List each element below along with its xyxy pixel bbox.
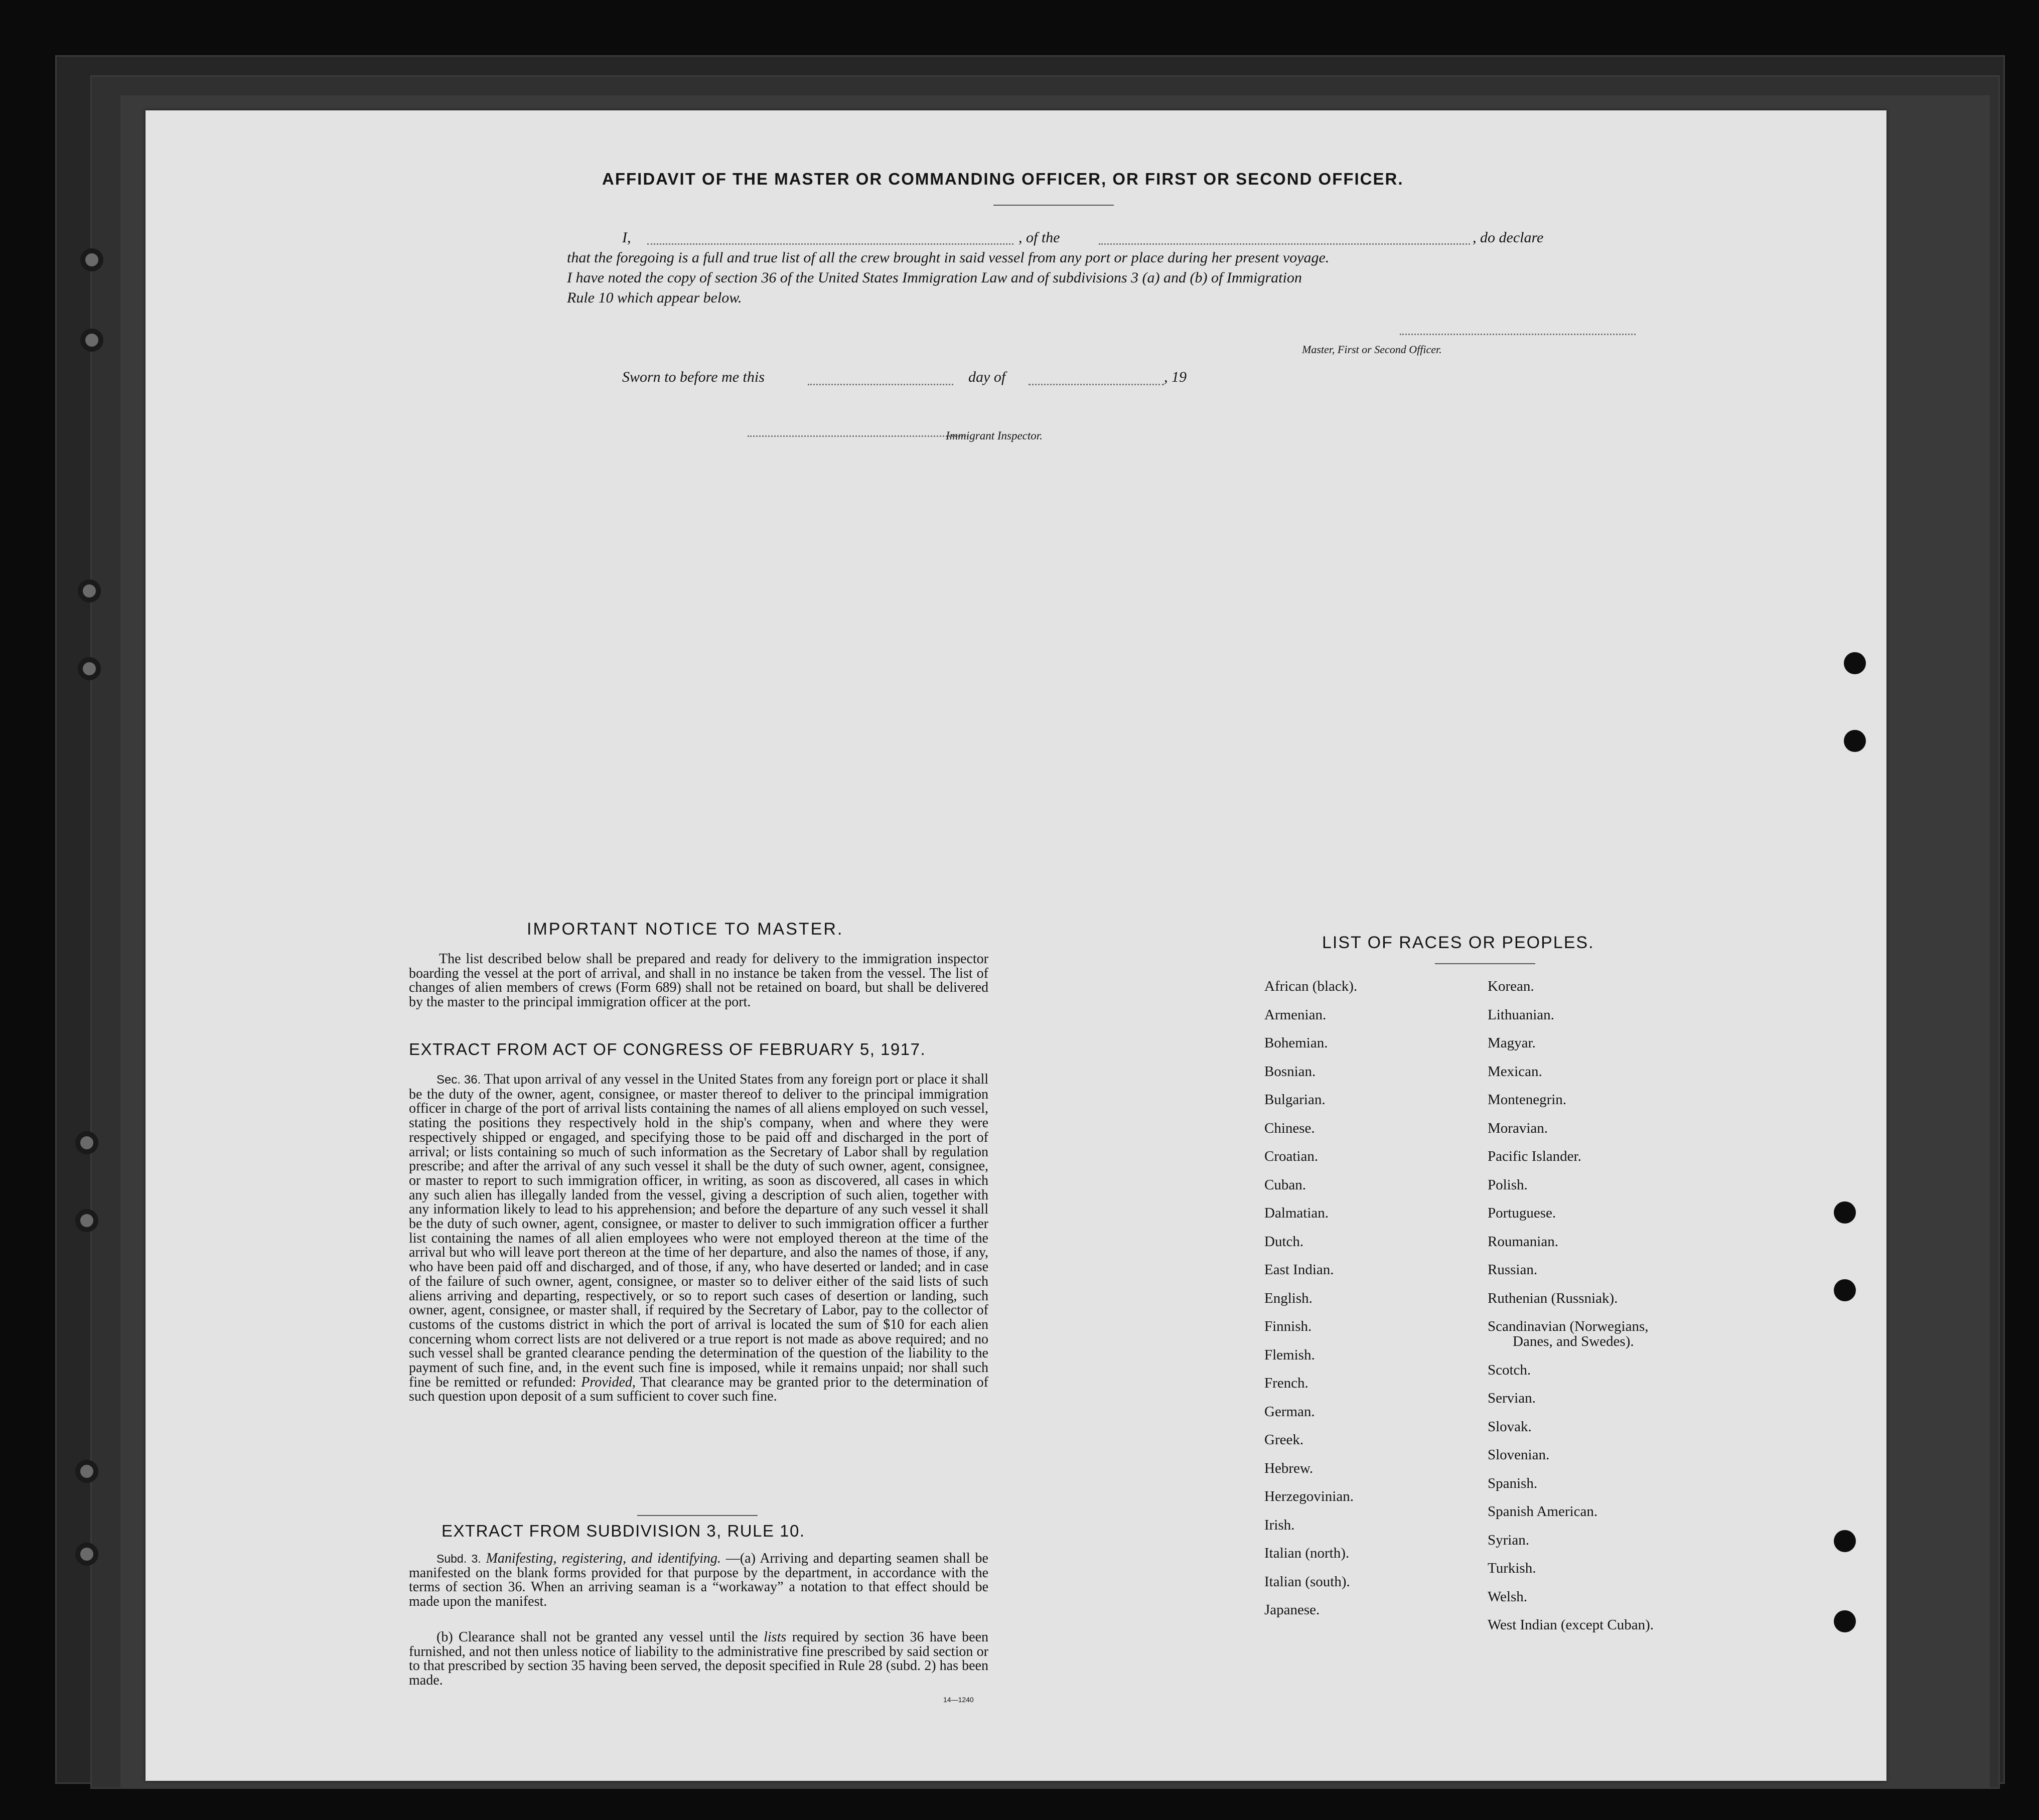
race-item: Irish. [1264,1516,1295,1533]
punch-hole [1834,1279,1856,1301]
binder-hole [75,1543,98,1566]
race-item: Turkish. [1488,1560,1536,1576]
notice-title: IMPORTANT NOTICE TO MASTER. [527,920,844,939]
race-item: Russian. [1488,1262,1538,1278]
punch-hole [1834,1610,1856,1632]
punch-hole [1844,730,1866,752]
race-item: German. [1264,1403,1315,1420]
rule-title: EXTRACT FROM SUBDIVISION 3, RULE 10. [442,1522,805,1540]
race-item: Greek. [1264,1432,1304,1448]
punch-hole [1834,1201,1856,1224]
race-item: English. [1264,1290,1313,1306]
rule-para-a [409,1552,988,1609]
punch-hole [1834,1530,1856,1552]
race-item: Finnish. [1264,1318,1312,1334]
race-item: French. [1264,1375,1308,1391]
punch-hole [1844,652,1866,674]
race-item: Polish. [1488,1176,1528,1193]
day-blank [808,384,953,385]
race-item: Bohemian. [1264,1035,1328,1051]
race-item: Mexican. [1488,1063,1542,1080]
race-item: Italian (south). [1264,1573,1350,1590]
race-item: Montenegrin. [1488,1092,1567,1108]
race-item: Portuguese. [1488,1205,1556,1221]
divider [993,205,1114,206]
affidavit-of-the: , of the [1018,229,1060,246]
race-item: Dutch. [1264,1233,1304,1250]
inspector-label: Immigrant Inspector. [946,429,1043,442]
affidavit-i-label: I, [622,229,631,246]
act-text-a: That upon arrival of any vessel in the United States from any foreign port or place it shall be the duty of the owner, agent, consignee, or master thereof to deliver to the principal immigration officer in charge of the port of arrival lists containing the names of all aliens employed on such vessel, stating the positions they respectively hold in the ship's company, when and where they were respectively shipped or engaged, and specifying those to be paid off and discharged in the port of arrival; or lists containing so much of such information as the Secretary of Labor shall by regulation prescribe; and after the arrival of any such vessel it shall be the duty of such owner, agent, consignee, or master to report to such immigration officer, in writing, as soon as discovered, all cases in which any such alien has illegally landed from the vessel, giving a description of such alien, together with any information likely to lead to his apprehension; and before the departure of any such vessel it shall be the duty of such owner, agent, consignee, or master to deliver to such immigration officer a further list containing the names of all alien employees who were not employed thereon at the time of the arrival but who will leave port thereon at the time of her departure, and also the names of those, if any, who have been paid off and discharged, and of those, if any, who have deserted or landed; and in case of the failure of such owner, agent, consignee, or master so to deliver either of the said lists of such aliens arriving and departing, respectively, or so to report such cases of desertion or landing, such owner, agent, consignee, or master shall, if required by the Secretary of Labor, pay to the collector of customs of the customs district in which the port of arrival is located the sum of $10 for each alien concerning whom correct lists are not delivered or a true report is not made as above required; and no such vessel shall be granted clearance pending the determination of the question of the liability to the payment of such fine, and, in the event such fine is imposed, while it remains unpaid; nor shall such fine be remitted or refunded: [409,1072,989,1390]
race-item: Dalmatian. [1264,1205,1329,1221]
notice-text: The list described below shall be prepared and ready for delivery to the immigration inspector boarding the vessel at the port of arrival, and shall in no instance be taken from the vessel. The list of changes of alien members of crews (Form 689) shall not be retained on board, but shall be delivered by the master to the principal immigration officer at the port. [409,951,988,1010]
act-text [409,1073,988,1404]
binder-hole [80,329,103,352]
act-text-b: That clearance may be granted prior to the determination of such question upon deposit of a sum sufficient to cover such fine. [409,1374,988,1405]
subd-label: Subd. 3. [436,1552,481,1565]
act-title: EXTRACT FROM ACT OF CONGRESS OF FEBRUARY 5, 1917. [409,1040,926,1058]
divider [637,1515,758,1516]
race-item: Pacific Islander. [1488,1148,1581,1164]
race-item: Italian (north). [1264,1545,1350,1561]
rule-para-b-lead: (b) Clearance shall not be granted any vessel until the [436,1629,758,1645]
race-item: Flemish. [1264,1346,1315,1363]
race-item: Danes, and Swedes). [1513,1333,1634,1349]
inspector-blank [748,435,968,437]
race-item: Scotch. [1488,1361,1531,1378]
day-of-label: day of [968,369,1006,385]
race-item: East Indian. [1264,1262,1334,1278]
race-item: Japanese. [1264,1602,1320,1618]
race-item: Moravian. [1488,1120,1548,1136]
race-item: Servian. [1488,1390,1536,1406]
sworn-label: Sworn to before me this [622,369,765,385]
race-item: Slovak. [1488,1418,1532,1435]
binder-hole [80,248,103,271]
race-item: Roumanian. [1488,1233,1558,1250]
race-item: Slovenian. [1488,1447,1550,1463]
race-item: Magyar. [1488,1035,1536,1051]
vessel-blank [1099,243,1470,245]
race-item: Herzegovinian. [1264,1488,1354,1504]
race-item: Lithuanian. [1488,1006,1554,1023]
race-item: Syrian. [1488,1532,1529,1548]
month-blank [1029,384,1164,385]
signature-blank [1400,334,1636,335]
year-label: , 19 [1164,369,1187,385]
race-item: Spanish. [1488,1475,1538,1491]
race-item: Welsh. [1488,1588,1528,1605]
binder-hole [75,1131,98,1154]
binder-hole [75,1209,98,1232]
race-item: Bosnian. [1264,1063,1316,1080]
race-item: Chinese. [1264,1120,1315,1136]
affidavit-line-3: I have noted the copy of section 36 of the United States Immigration Law and of subdivisions 3 (a) and (b) of Immigration [567,269,1302,286]
sec-label: Sec. 36. [436,1073,481,1087]
race-item: Hebrew. [1264,1460,1314,1476]
binder-hole [75,1460,98,1483]
race-item: Armenian. [1264,1006,1327,1023]
affidavit-do-declare: , do declare [1473,229,1544,246]
affidavit-title: AFFIDAVIT OF THE MASTER OR COMMANDING OFFICER, OR FIRST OR SECOND OFFICER. [602,170,1404,188]
rule-para-b-text: required by section 36 have been furnished, and not then unless notice of liability to the administrative fine prescribed by said section or to that prescribed by section 35 having been served, the deposit specified in Rule 28 (subd. 2) has been made. [409,1629,989,1689]
affidavit-line-2: that the foregoing is a full and true list of all the crew brought in said vessel from any port or place during her present voyage. [567,249,1330,266]
rule-para-b [409,1630,988,1688]
race-item: Korean. [1488,978,1534,994]
act-provided: Provided, [581,1374,636,1390]
race-item: Spanish American. [1488,1503,1598,1520]
races-title: LIST OF RACES OR PEOPLES. [1322,933,1594,952]
rule-para-a-text: —(a) Arriving and departing seamen shall be manifested on the blank forms provided for that purpose by the department, in accordance with the terms of section 36. When an arriving seaman is a “workaway” a notation to that effect should be made upon the manifest. [409,1551,988,1610]
binder-hole [78,657,101,680]
rule-para-b-lists: lists [764,1629,787,1645]
divider [1435,963,1535,964]
subd-title: Manifesting, registering, and identifying. [486,1551,721,1566]
race-item: African (black). [1264,978,1358,994]
race-item: Bulgarian. [1264,1092,1326,1108]
race-item: Croatian. [1264,1148,1319,1164]
name-blank [647,243,1013,245]
affidavit-line-4: Rule 10 which appear below. [567,289,742,306]
race-item: West Indian (except Cuban). [1488,1617,1654,1633]
document-page [145,110,1886,1781]
race-item: Cuban. [1264,1176,1306,1193]
binder-hole [78,579,101,602]
race-item: Scandinavian (Norwegians, [1488,1318,1649,1334]
master-label: Master, First or Second Officer. [1302,343,1442,356]
race-item: Ruthenian (Russniak). [1488,1290,1618,1306]
form-number: 14—1240 [943,1696,974,1704]
